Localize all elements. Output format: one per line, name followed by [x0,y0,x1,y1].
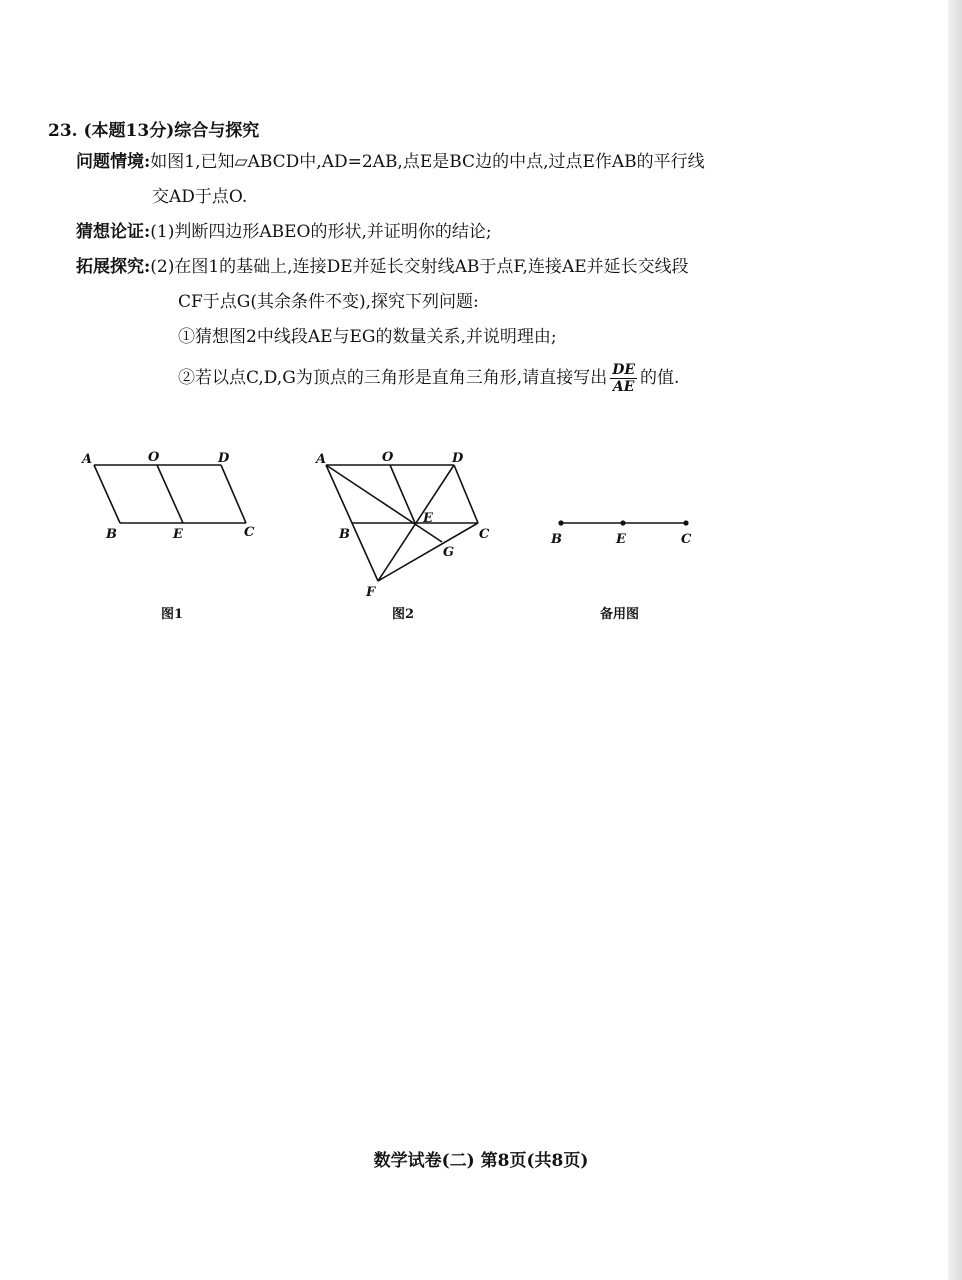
situation-line1: 如图1,已知▱ABCD中,AD=2AB,点E是BC边的中点,过点E作AB的平行线 [150,152,705,172]
fig2-caption: 图2 [392,607,415,622]
fraction-numerator: DE [612,362,636,378]
fig3-point-e [620,520,625,525]
figure-2 [326,465,478,581]
figure-3-labels [550,532,692,547]
fig2-segment-dc [454,465,478,523]
fig2-label-c: C [479,527,490,542]
conjecture-text: (1)判断四边形ABEO的形状,并证明你的结论; [150,222,492,242]
fig1-caption: 图1 [161,607,184,622]
fig2-label-e: E [423,511,433,526]
fig3-caption: 备用图 [600,607,640,622]
fig1-label-e: E [173,527,183,542]
fig2-segment-oe [390,465,415,523]
figure-3 [558,520,688,525]
fig2-segment-fc [378,523,478,581]
fig1-label-a: A [82,452,93,467]
conjecture-label: 猜想论证: [76,222,151,242]
fig2-label-o: O [382,450,394,465]
fig1-segment-ab [94,465,120,523]
fig1-label-o: O [148,450,160,465]
fig2-label-f: F [366,585,376,600]
extension-label: 拓展探究: [76,257,151,277]
fig2-label-b: B [339,527,350,542]
fraction-denominator: AE [612,379,635,395]
extension-line1: (2)在图1的基础上,连接DE并延长交射线AB于点F,连接AE并延长交线段 [150,257,689,277]
fig3-label-b: B [551,532,562,547]
sub-question-1: ①猜想图2中线段AE与EG的数量关系,并说明理由; [178,327,557,347]
fig1-segment-dc [221,465,246,523]
fig1-label-d: D [218,451,230,466]
problem-heading: 23. (本题13分)综合与探究 [48,121,260,141]
sub-question-2-text: ②若以点C,D,G为顶点的三角形是直角三角形,请直接写出 [178,368,608,388]
sub-question-2-end: 的值. [640,368,680,388]
fig3-point-b [558,520,563,525]
fig2-label-g: G [443,545,455,560]
fig1-label-c: C [244,525,255,540]
fig1-segment-oe [157,465,183,523]
fig3-point-c [683,520,688,525]
figure-1-labels [80,450,255,542]
situation-line2: 交AD于点O. [152,187,248,207]
fig2-label-d: D [452,451,464,466]
fig2-label-a: A [316,452,327,467]
fig3-label-c: C [681,532,692,547]
fig3-label-e: E [616,532,626,547]
situation-label: 问题情境: [76,152,151,172]
figure-1 [94,465,246,523]
extension-line2: CF于点G(其余条件不变),探究下列问题: [178,292,479,312]
figure-2-labels [314,450,490,600]
fig1-label-b: B [106,527,117,542]
page-footer: 数学试卷(二) 第8页(共8页) [373,1151,589,1171]
